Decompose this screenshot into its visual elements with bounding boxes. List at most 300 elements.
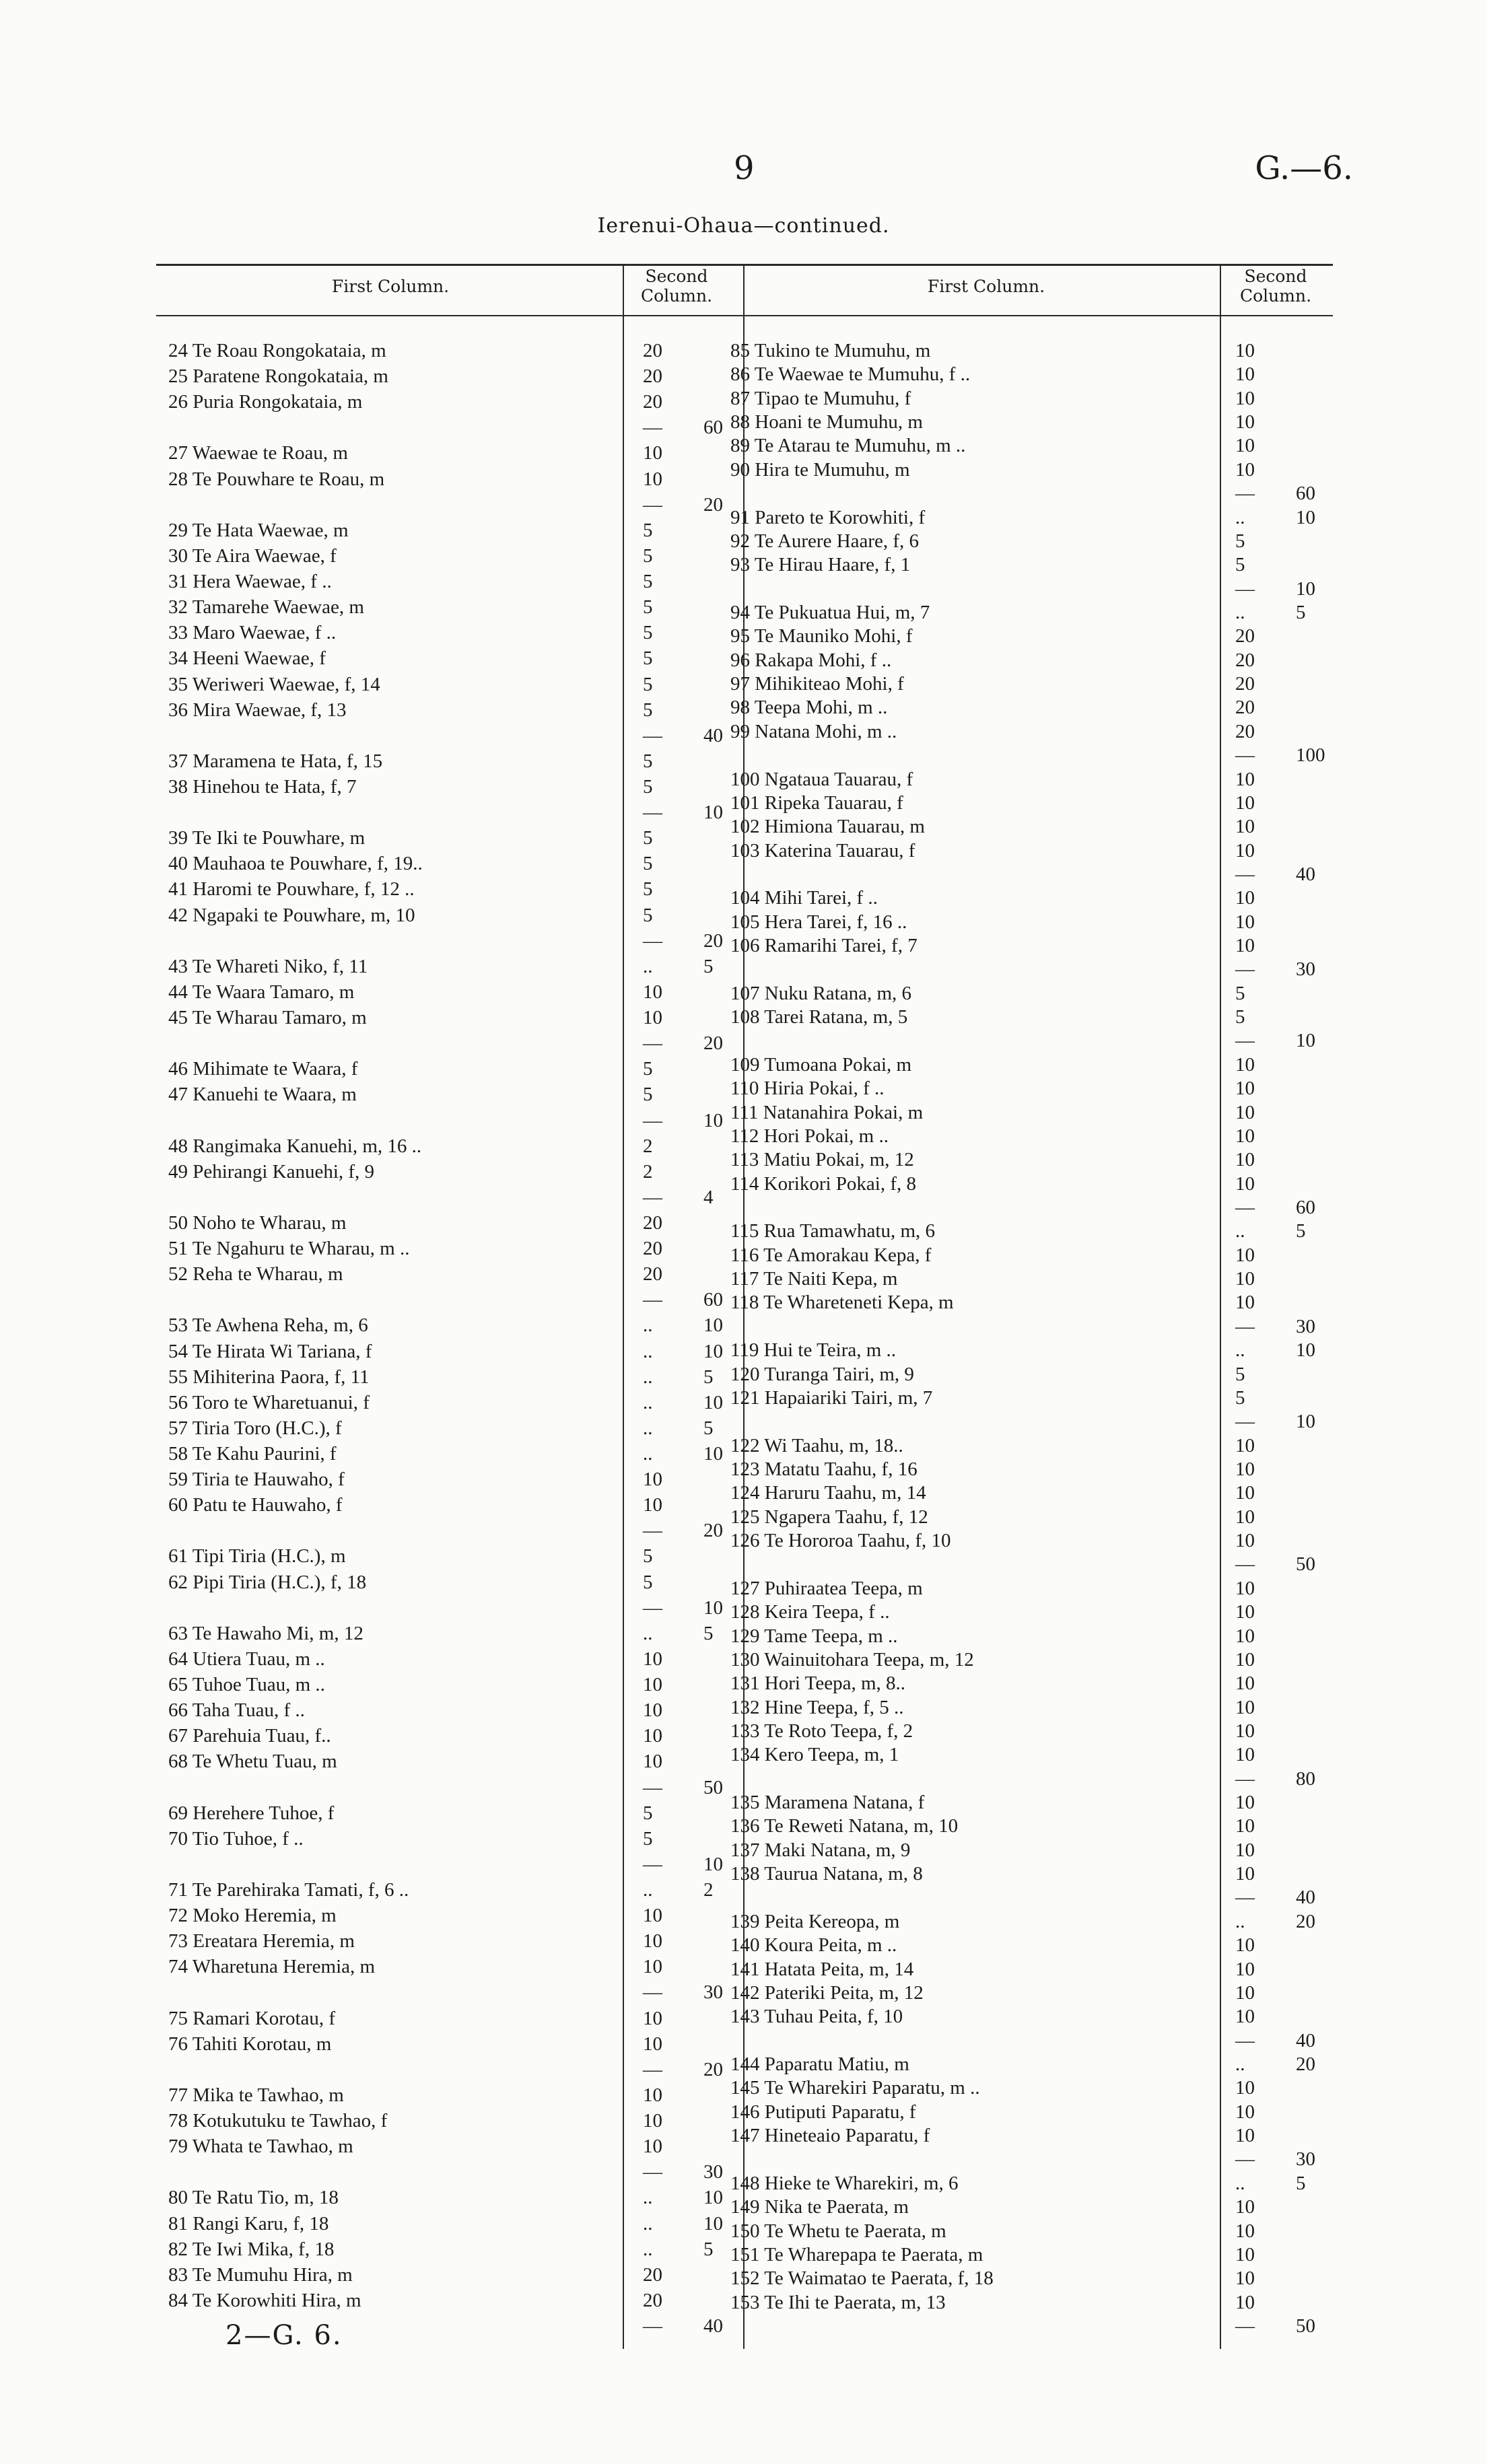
second-column-value: — xyxy=(643,930,662,952)
ledger-row xyxy=(168,1392,747,1413)
entry-name: 120 Turanga Tairi, m, 9 xyxy=(730,1364,914,1385)
ledger-row xyxy=(730,1720,1336,1742)
ledger-row xyxy=(730,1673,1336,1694)
ledger-row xyxy=(168,2264,747,2286)
second-column-value: 5 xyxy=(643,545,653,567)
second-column-value: 5 xyxy=(643,750,653,772)
entry-name: 81 Rangi Karu, f, 18 xyxy=(168,2213,329,2234)
entry-name: 115 Rua Tamawhatu, m, 6 xyxy=(730,1220,936,1242)
subtotal-row xyxy=(730,864,1336,885)
second-column-value: — xyxy=(643,1777,662,1798)
ledger-row xyxy=(730,1697,1336,1718)
entry-name: 42 Ngapaki te Pouwhare, m, 10 xyxy=(168,905,415,926)
subtotal-value: 4 xyxy=(703,1187,714,1208)
entry-name: 78 Kotukutuku te Tawhao, f xyxy=(168,2110,388,2132)
entry-name: 126 Te Hororoa Taahu, f, 10 xyxy=(730,1530,951,1551)
second-column-value: .. xyxy=(643,956,653,977)
second-column-value: 20 xyxy=(1235,649,1255,671)
entry-name: 79 Whata te Tawhao, m xyxy=(168,2136,353,2157)
ledger-row xyxy=(168,647,747,669)
second-column-value: 10 xyxy=(1235,2125,1255,2146)
entry-name: 90 Hira te Mumuhu, m xyxy=(730,459,910,481)
ledger-row xyxy=(730,2125,1336,2146)
second-column-value: 10 xyxy=(1235,1744,1255,1765)
entry-name: 133 Te Roto Teepa, f, 2 xyxy=(730,1720,913,1742)
entry-name: 96 Rakapa Mohi, f .. xyxy=(730,649,892,671)
subtotal-row xyxy=(730,2148,1336,2170)
entry-name: 67 Parehuia Tuau, f.. xyxy=(168,1725,331,1747)
ledger-row xyxy=(168,878,747,900)
entry-name: 72 Moko Heremia, m xyxy=(168,1905,337,1926)
subtotal-value: 80 xyxy=(1296,1768,1315,1790)
right-first-column-header: First Column. xyxy=(927,277,1045,296)
ledger-row xyxy=(168,1263,747,1285)
second-column-value: 10 xyxy=(643,2084,662,2106)
ledger-row xyxy=(730,530,1336,552)
second-column-value: 5 xyxy=(643,776,653,798)
entry-name: 144 Paparatu Matiu, m xyxy=(730,2053,909,2075)
second-column-value: 10 xyxy=(643,1751,662,1772)
ledger-row xyxy=(730,887,1336,909)
entry-name: 108 Tarei Ratana, m, 5 xyxy=(730,1006,908,1028)
ledger-row xyxy=(168,571,747,592)
entry-name: 134 Kero Teepa, m, 1 xyxy=(730,1744,899,1765)
ledger-row xyxy=(730,1268,1336,1290)
second-column-value: 10 xyxy=(1235,1982,1255,2004)
subtotal-value: 2 xyxy=(703,1879,714,1901)
second-column-value: 5 xyxy=(643,647,653,669)
ledger-row xyxy=(168,391,747,413)
second-column-value: — xyxy=(643,802,662,823)
second-column-value: 10 xyxy=(1235,411,1255,433)
subtotal-value: 5 xyxy=(1296,2173,1306,2194)
second-column-value: 5 xyxy=(643,1545,653,1567)
entry-name: 63 Te Hawaho Mi, m, 12 xyxy=(168,1623,364,1644)
ledger-row xyxy=(730,1959,1336,1980)
subtotal-row xyxy=(168,1187,747,1208)
subtotal-row xyxy=(168,2161,747,2183)
second-column-value: 10 xyxy=(1235,1244,1255,1266)
entry-name: 100 Ngataua Tauarau, f xyxy=(730,769,913,790)
subtotal-value: 5 xyxy=(1296,602,1306,623)
second-column-value: 5 xyxy=(643,1572,653,1593)
entry-name: 66 Taha Tuau, f .. xyxy=(168,1699,305,1721)
subtotal-value: 50 xyxy=(1296,1553,1315,1575)
ledger-row xyxy=(168,1135,747,1157)
entry-name: 64 Utiera Tuau, m .. xyxy=(168,1648,325,1670)
entry-name: 48 Rangimaka Kanuehi, m, 16 .. xyxy=(168,1135,422,1157)
subtotal-value: 10 xyxy=(703,2187,723,2208)
subtotal-value: 5 xyxy=(703,956,714,977)
second-column-value: 10 xyxy=(1235,1173,1255,1195)
entry-name: 86 Te Waewae te Mumuhu, f .. xyxy=(730,363,971,385)
ledger-row xyxy=(168,776,747,798)
ledger-row xyxy=(730,1625,1336,1647)
second-column-value: 5 xyxy=(643,520,653,541)
ledger-row xyxy=(168,1699,747,1721)
entry-name: 130 Wainuitohara Teepa, m, 12 xyxy=(730,1649,974,1670)
second-column-value: 10 xyxy=(1235,1792,1255,1813)
entry-name: 61 Tipi Tiria (H.C.), m xyxy=(168,1545,346,1567)
entry-name: 129 Tame Teepa, m .. xyxy=(730,1625,898,1647)
entry-name: 104 Mihi Tarei, f .. xyxy=(730,887,878,909)
second-column-value: 10 xyxy=(643,1956,662,1977)
entry-name: 117 Te Naiti Kepa, m xyxy=(730,1268,898,1290)
entry-name: 74 Wharetuna Heremia, m xyxy=(168,1956,376,1977)
ledger-row xyxy=(730,1458,1336,1480)
second-column-value: 10 xyxy=(1235,1435,1255,1456)
ledger-row xyxy=(730,1006,1336,1028)
second-column-value: — xyxy=(1235,578,1255,600)
ledger-row xyxy=(168,1007,747,1028)
subtotal-row xyxy=(730,483,1336,504)
subtotal-row xyxy=(168,417,747,438)
subtotal-row xyxy=(168,2059,747,2080)
entry-name: 124 Haruru Taahu, m, 14 xyxy=(730,1482,926,1504)
second-column-value: 10 xyxy=(1235,2220,1255,2242)
second-column-value: 5 xyxy=(643,622,653,643)
entry-name: 127 Puhiraatea Teepa, m xyxy=(730,1578,923,1599)
second-column-value: — xyxy=(643,417,662,438)
subtotal-value: 30 xyxy=(703,1981,723,2003)
subtotal-value: 40 xyxy=(1296,864,1315,885)
second-column-value: — xyxy=(643,1520,662,1541)
subtotal-value: 30 xyxy=(703,2161,723,2183)
ledger-row xyxy=(730,1220,1336,1242)
second-column-value: — xyxy=(1235,1030,1255,1051)
ledger-row xyxy=(168,596,747,618)
ledger-row xyxy=(730,2196,1336,2218)
entry-name: 123 Matatu Taahu, f, 16 xyxy=(730,1458,918,1480)
entry-name: 122 Wi Taahu, m, 18.. xyxy=(730,1435,903,1456)
second-column-value: .. xyxy=(643,1366,653,1388)
ledger-row xyxy=(730,2173,1336,2194)
ledger-row xyxy=(168,1161,747,1183)
ledger-row xyxy=(168,1572,747,1593)
second-column-value: 20 xyxy=(1235,697,1255,718)
ledger-row xyxy=(168,2213,747,2234)
second-column-value: — xyxy=(643,1032,662,1054)
subtotal-row xyxy=(168,1520,747,1541)
subtotal-row xyxy=(168,1032,747,1054)
subtotal-value: 10 xyxy=(1296,507,1315,528)
second-column-value: — xyxy=(1235,1553,1255,1575)
entry-name: 58 Te Kahu Paurini, f xyxy=(168,1443,337,1465)
entry-name: 80 Te Ratu Tio, m, 18 xyxy=(168,2187,339,2208)
second-column-value: 10 xyxy=(1235,1482,1255,1504)
entry-name: 76 Tahiti Korotau, m xyxy=(168,2033,332,2055)
subtotal-row xyxy=(168,802,747,823)
second-column-value: .. xyxy=(643,1314,653,1336)
ledger-row xyxy=(168,1802,747,1824)
second-column-value: 20 xyxy=(643,1212,662,1234)
ledger-row xyxy=(168,2239,747,2260)
subtotal-value: 10 xyxy=(703,1443,723,1465)
second-column-value: 10 xyxy=(1235,1720,1255,1742)
second-column-value: .. xyxy=(643,2239,653,2260)
entry-name: 85 Tukino te Mumuhu, m xyxy=(730,340,931,361)
entry-name: 140 Koura Peita, m .. xyxy=(730,1934,897,1956)
second-column-value: 10 xyxy=(1235,363,1255,385)
ledger-row xyxy=(730,2244,1336,2265)
second-column-value: 5 xyxy=(1235,1006,1245,1028)
subtotal-value: 10 xyxy=(1296,578,1315,600)
second-column-value: 5 xyxy=(643,853,653,874)
ledger-row xyxy=(730,1863,1336,1885)
entry-name: 40 Mauhaoa te Pouwhare, f, 19.. xyxy=(168,853,423,874)
ledger-row xyxy=(730,1292,1336,1313)
ledger-row xyxy=(168,1648,747,1670)
second-column-value: .. xyxy=(643,1417,653,1439)
ledger-row xyxy=(730,769,1336,790)
entry-name: 92 Te Aurere Haare, f, 6 xyxy=(730,530,920,552)
second-column-value: 5 xyxy=(1235,530,1245,552)
second-column-value: 10 xyxy=(1235,1268,1255,1290)
entry-name: 65 Tuhoe Tuau, m .. xyxy=(168,1674,325,1695)
second-column-value: 5 xyxy=(643,699,653,721)
ledger-row xyxy=(168,1751,747,1772)
ledger-row xyxy=(168,622,747,643)
entry-name: 77 Mika te Tawhao, m xyxy=(168,2084,344,2106)
second-column-value: 10 xyxy=(1235,1673,1255,1694)
ledger-row xyxy=(168,750,747,772)
second-column-value: 5 xyxy=(1235,1364,1245,1385)
entry-name: 71 Te Parehiraka Tamati, f, 6 .. xyxy=(168,1879,409,1901)
second-column-value: 10 xyxy=(1235,1649,1255,1670)
entry-name: 49 Pehirangi Kanuehi, f, 9 xyxy=(168,1161,375,1183)
second-column-value: 10 xyxy=(1235,2006,1255,2027)
entry-name: 33 Maro Waewae, f .. xyxy=(168,622,337,643)
ledger-row xyxy=(168,365,747,387)
second-column-value: 10 xyxy=(643,2008,662,2029)
second-column-value: — xyxy=(1235,864,1255,885)
ledger-row xyxy=(730,1387,1336,1409)
subtotal-value: 60 xyxy=(703,1289,723,1310)
subtotal-row xyxy=(730,1030,1336,1051)
second-column-value: .. xyxy=(1235,2173,1245,2194)
subtotal-value: 10 xyxy=(1296,1339,1315,1361)
entry-name: 147 Hineteaio Paparatu, f xyxy=(730,2125,930,2146)
second-column-value: 10 xyxy=(643,1725,662,1747)
second-column-value: 10 xyxy=(1235,1506,1255,1528)
second-column-value: — xyxy=(1235,1316,1255,1337)
entry-name: 99 Natana Mohi, m .. xyxy=(730,721,897,742)
subtotal-value: 40 xyxy=(703,725,723,746)
second-column-value: — xyxy=(1235,1768,1255,1790)
entry-name: 149 Nika te Paerata, m xyxy=(730,2196,909,2218)
second-column-value: 10 xyxy=(643,1699,662,1721)
second-column-value: 10 xyxy=(1235,840,1255,861)
entry-name: 55 Mihiterina Paora, f, 11 xyxy=(168,1366,370,1388)
second-column-value: 10 xyxy=(1235,1815,1255,1837)
ledger-row xyxy=(168,1494,747,1516)
second-column-value: — xyxy=(1235,2030,1255,2051)
ledger-row xyxy=(168,545,747,567)
second-column-value: 10 xyxy=(1235,1292,1255,1313)
second-column-value: 10 xyxy=(1235,1601,1255,1623)
entry-name: 30 Te Aira Waewae, f xyxy=(168,545,337,567)
second-column-value: — xyxy=(1235,1411,1255,1432)
second-column-value: — xyxy=(1235,744,1255,766)
second-column-value: 10 xyxy=(643,1648,662,1670)
subtotal-row xyxy=(730,2030,1336,2051)
ledger-row xyxy=(168,2110,747,2132)
second-column-value: 5 xyxy=(643,905,653,926)
second-column-value: 10 xyxy=(1235,459,1255,481)
second-column-value: 5 xyxy=(643,1058,653,1080)
page-footer: 2—G. 6. xyxy=(226,2320,343,2351)
second-column-value: .. xyxy=(1235,507,1245,528)
subtotal-value: 5 xyxy=(703,2239,714,2260)
entry-name: 136 Te Reweti Natana, m, 10 xyxy=(730,1815,959,1837)
second-column-value: 10 xyxy=(1235,1578,1255,1599)
ledger-row xyxy=(730,935,1336,956)
ledger-row xyxy=(730,1102,1336,1123)
second-column-value: 10 xyxy=(1235,2196,1255,2218)
ledger-row xyxy=(168,2008,747,2029)
second-column-value: 10 xyxy=(1235,935,1255,956)
ledger-row xyxy=(730,1792,1336,1813)
second-column-value: 10 xyxy=(1235,1078,1255,1099)
second-column-value: 10 xyxy=(1235,340,1255,361)
entry-name: 143 Tuhau Peita, f, 10 xyxy=(730,2006,903,2027)
ledger-row xyxy=(168,442,747,464)
ledger-row xyxy=(730,1530,1336,1551)
entry-name: 29 Te Hata Waewae, m xyxy=(168,520,349,541)
subtotal-row xyxy=(168,1289,747,1310)
entry-name: 112 Hori Pokai, m .. xyxy=(730,1125,889,1147)
ledger-row xyxy=(730,2077,1336,2099)
ledger-row xyxy=(168,1341,747,1362)
ledger-row xyxy=(168,1084,747,1105)
second-column-value: 20 xyxy=(643,365,662,387)
second-column-value: .. xyxy=(643,1879,653,1901)
subtotal-value: 20 xyxy=(1296,2053,1315,2075)
ledger-row xyxy=(730,602,1336,623)
second-column-value: 10 xyxy=(1235,1149,1255,1170)
second-column-value: 10 xyxy=(1235,1959,1255,1980)
ledger-row xyxy=(730,673,1336,695)
subtotal-value: 10 xyxy=(703,1110,723,1131)
page-number: 9 xyxy=(734,149,755,187)
ledger-row xyxy=(730,1578,1336,1599)
left-first-column-header: First Column. xyxy=(331,277,450,296)
second-column-value: 5 xyxy=(1235,983,1245,1004)
entry-name: 141 Hatata Peita, m, 14 xyxy=(730,1959,914,1980)
second-column-value: 20 xyxy=(643,391,662,413)
entry-name: 38 Hinehou te Hata, f, 7 xyxy=(168,776,357,798)
ledger-row xyxy=(730,1054,1336,1076)
second-column-value: — xyxy=(643,725,662,746)
second-column-value: 10 xyxy=(643,442,662,464)
second-column-value: .. xyxy=(1235,1220,1245,1242)
second-column-value: 10 xyxy=(1235,911,1255,933)
ledger-row xyxy=(168,956,747,977)
entry-name: 52 Reha te Wharau, m xyxy=(168,1263,343,1285)
second-column-value: 20 xyxy=(1235,673,1255,695)
second-column-value: 10 xyxy=(643,1674,662,1695)
second-column-value: — xyxy=(1235,483,1255,504)
second-column-value: 10 xyxy=(1235,1625,1255,1647)
ledger-row xyxy=(730,2267,1336,2289)
entry-name: 128 Keira Teepa, f .. xyxy=(730,1601,890,1623)
ledger-row xyxy=(730,388,1336,409)
ledger-row xyxy=(168,1879,747,1901)
subtotal-value: 40 xyxy=(1296,2030,1315,2051)
entry-name: 91 Pareto te Korowhiti, f xyxy=(730,507,926,528)
ledger-row xyxy=(730,1649,1336,1670)
ledger-row xyxy=(168,1725,747,1747)
second-column-value: 10 xyxy=(1235,1530,1255,1551)
ledger-row xyxy=(730,816,1336,837)
entry-name: 98 Teepa Mohi, m .. xyxy=(730,697,888,718)
entry-name: 59 Tiria te Hauwaho, f xyxy=(168,1469,345,1490)
second-column-value: 10 xyxy=(643,468,662,490)
entry-name: 73 Ereatara Heremia, m xyxy=(168,1930,355,1952)
ledger-row xyxy=(168,1545,747,1567)
entry-name: 75 Ramari Korotau, f xyxy=(168,2008,336,2029)
second-column-value: 10 xyxy=(1235,2077,1255,2099)
ledger-row xyxy=(730,649,1336,671)
ledger-row xyxy=(168,1314,747,1336)
ledger-row xyxy=(168,1905,747,1926)
entry-name: 69 Herehere Tuhoe, f xyxy=(168,1802,335,1824)
ledger-row xyxy=(168,827,747,849)
entry-name: 131 Hori Teepa, m, 8.. xyxy=(730,1673,905,1694)
ledger-row xyxy=(168,853,747,874)
second-column-value: — xyxy=(1235,2148,1255,2170)
entry-name: 53 Te Awhena Reha, m, 6 xyxy=(168,1314,368,1336)
ledger-row xyxy=(168,674,747,695)
ledger-row xyxy=(168,1469,747,1490)
entry-name: 132 Hine Teepa, f, 5 .. xyxy=(730,1697,904,1718)
subtotal-row xyxy=(730,1553,1336,1575)
second-column-value: 5 xyxy=(643,827,653,849)
ledger-row xyxy=(168,340,747,361)
ledger-row xyxy=(730,340,1336,361)
entry-name: 56 Toro te Wharetuanui, f xyxy=(168,1392,370,1413)
entry-name: 87 Tipao te Mumuhu, f xyxy=(730,388,911,409)
second-column-value: 10 xyxy=(1235,1102,1255,1123)
entry-name: 26 Puria Rongokataia, m xyxy=(168,391,363,413)
second-column-value: — xyxy=(1235,1197,1255,1218)
subtotal-row xyxy=(168,1777,747,1798)
second-column-value: 10 xyxy=(1235,1697,1255,1718)
subtotal-row xyxy=(730,1316,1336,1337)
entry-name: 83 Te Mumuhu Hira, m xyxy=(168,2264,353,2286)
second-column-value: 20 xyxy=(643,1263,662,1285)
ledger-row xyxy=(730,1506,1336,1528)
ledger-row xyxy=(168,1828,747,1850)
ledger-row xyxy=(168,1443,747,1465)
entry-name: 50 Noho te Wharau, m xyxy=(168,1212,347,1234)
second-column-value: — xyxy=(643,1289,662,1310)
ledger-row xyxy=(730,721,1336,742)
second-column-value: — xyxy=(643,1854,662,1875)
ledger-row xyxy=(730,1744,1336,1765)
subtotal-value: 40 xyxy=(703,2315,723,2337)
subtotal-value: 5 xyxy=(703,1623,714,1644)
entry-name: 60 Patu te Hauwaho, f xyxy=(168,1494,343,1516)
subtotal-value: 5 xyxy=(703,1417,714,1439)
second-column-value: 2 xyxy=(643,1161,653,1183)
entry-name: 32 Tamarehe Waewae, m xyxy=(168,596,364,618)
entry-name: 51 Te Ngahuru te Wharau, m .. xyxy=(168,1238,410,1259)
second-column-value: — xyxy=(643,2315,662,2337)
subtotal-value: 10 xyxy=(703,1597,723,1619)
second-column-value: — xyxy=(643,1187,662,1208)
subtotal-value: 30 xyxy=(1296,1316,1315,1337)
